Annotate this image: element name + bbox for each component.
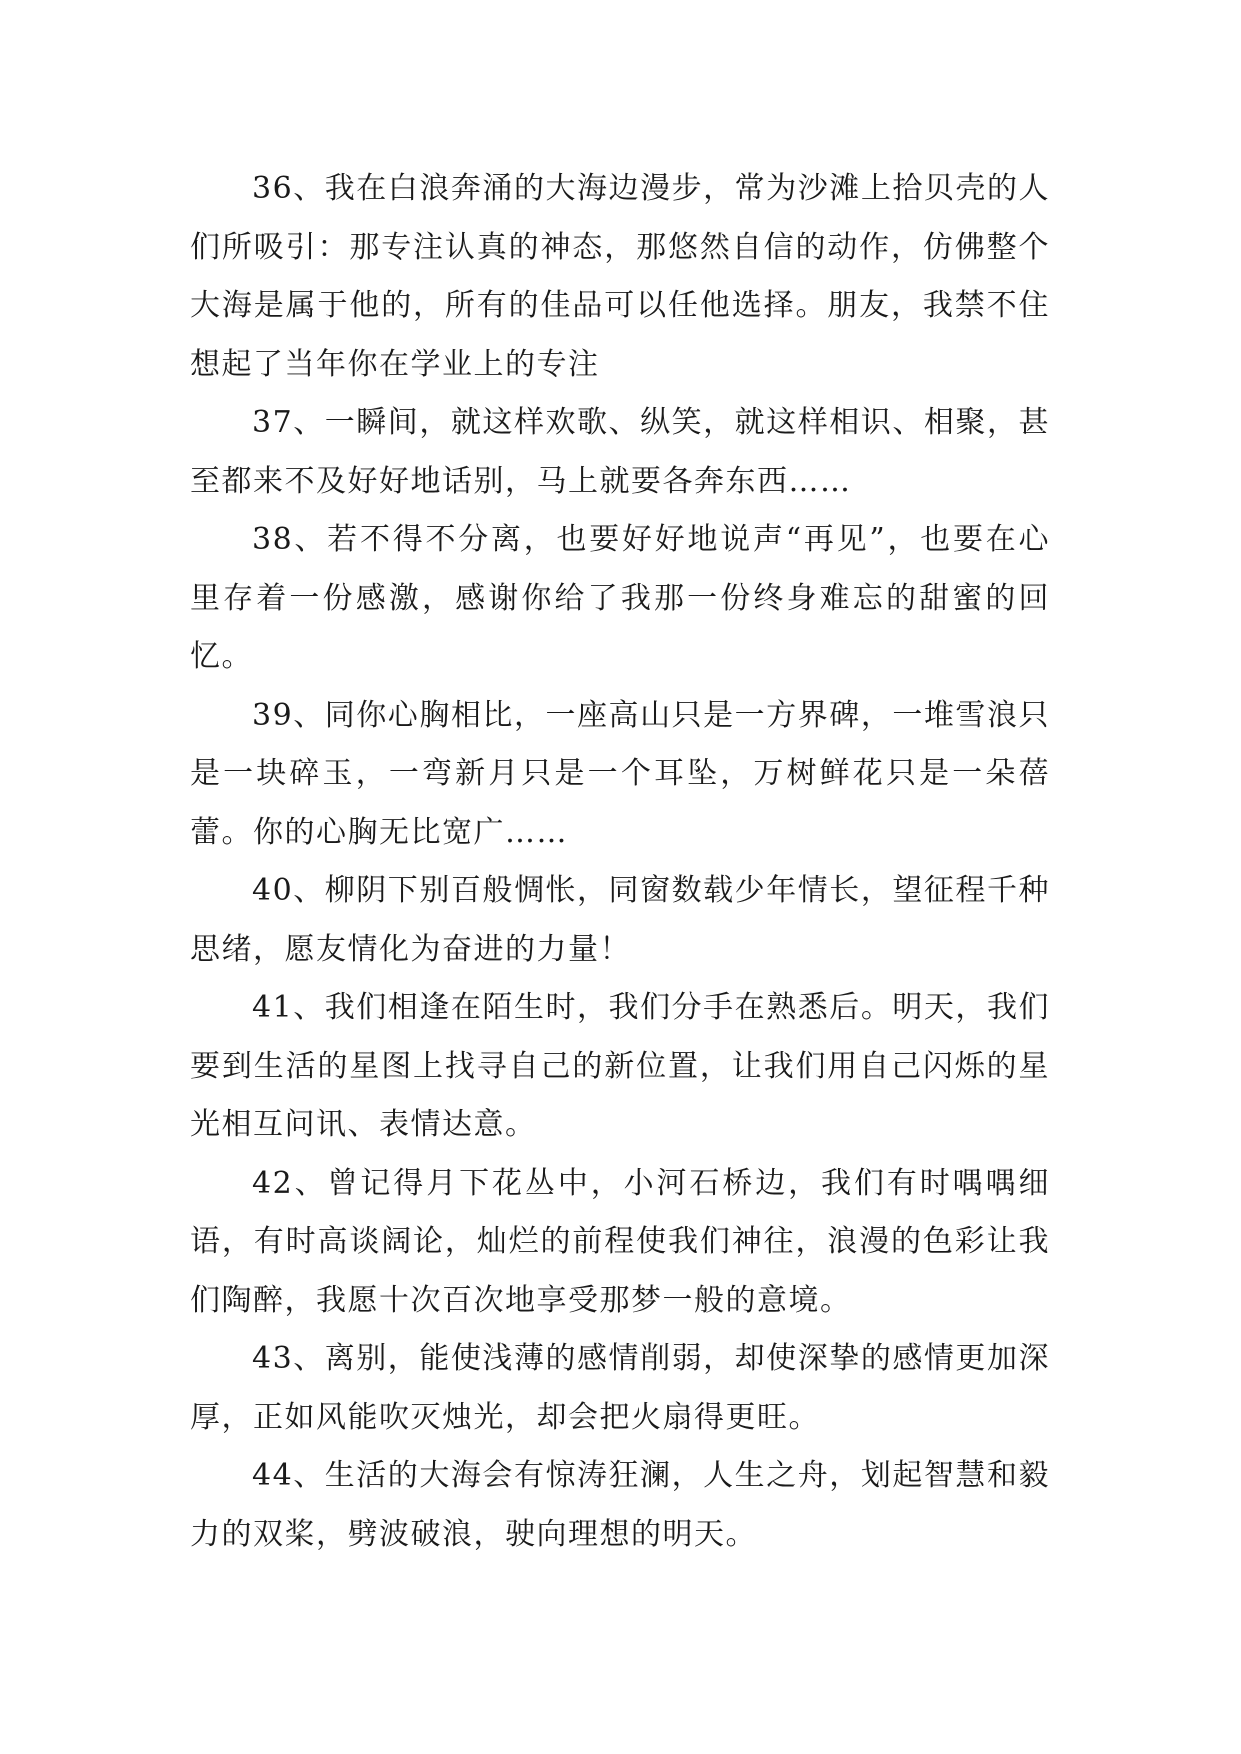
paragraph-41: 41、我们相逢在陌生时，我们分手在熟悉后。明天，我们要到生活的星图上找寻自己的新位置，让我们用自己闪烁的星光相互问讯、表情达意。 xyxy=(190,990,1050,1142)
paragraph-42: 42、曾记得月下花丛中，小河石桥边，我们有时喁喁细语，有时高谈阔论，灿烂的前程使我们神往，浪漫的色彩让我们陶醉，我愿十次百次地享受那梦一般的意境。 xyxy=(190,1165,1050,1318)
document-body xyxy=(190,160,1050,1564)
paragraph-37: 37、一瞬间，就这样欢歌、纵笑，就这样相识、相聚，甚至都来不及好好地话别，马上就要各奔东西…… xyxy=(190,405,1050,499)
paragraph-40: 40、柳阴下别百般惆怅，同窗数载少年情长，望征程千种思绪，愿友情化为奋进的力量！ xyxy=(190,873,1050,967)
paragraph-44: 44、生活的大海会有惊涛狂澜，人生之舟，划起智慧和毅力的双桨，劈波破浪，驶向理想的明天。 xyxy=(190,1458,1050,1552)
paragraph-39: 39、同你心胸相比，一座高山只是一方界碑，一堆雪浪只是一块碎玉，一弯新月只是一个耳坠，万树鲜花只是一朵蓓蕾。你的心胸无比宽广…… xyxy=(190,697,1050,850)
paragraph-38: 38、若不得不分离，也要好好地说声“再见”，也要在心里存着一份感激，感谢你给了我那一份终身难忘的甜蜜的回忆。 xyxy=(190,522,1050,674)
paragraph-36: 36、我在白浪奔涌的大海边漫步，常为沙滩上拾贝壳的人们所吸引：那专注认真的神态，那悠然自信的动作，仿佛整个大海是属于他的，所有的佳品可以任他选择。朋友，我禁不住想起了当年你在学业上的专注 xyxy=(190,171,1050,382)
paragraph-43: 43、离别，能使浅薄的感情削弱，却使深挚的感情更加深厚，正如风能吹灭烛光，却会把火扇得更旺。 xyxy=(190,1341,1050,1435)
